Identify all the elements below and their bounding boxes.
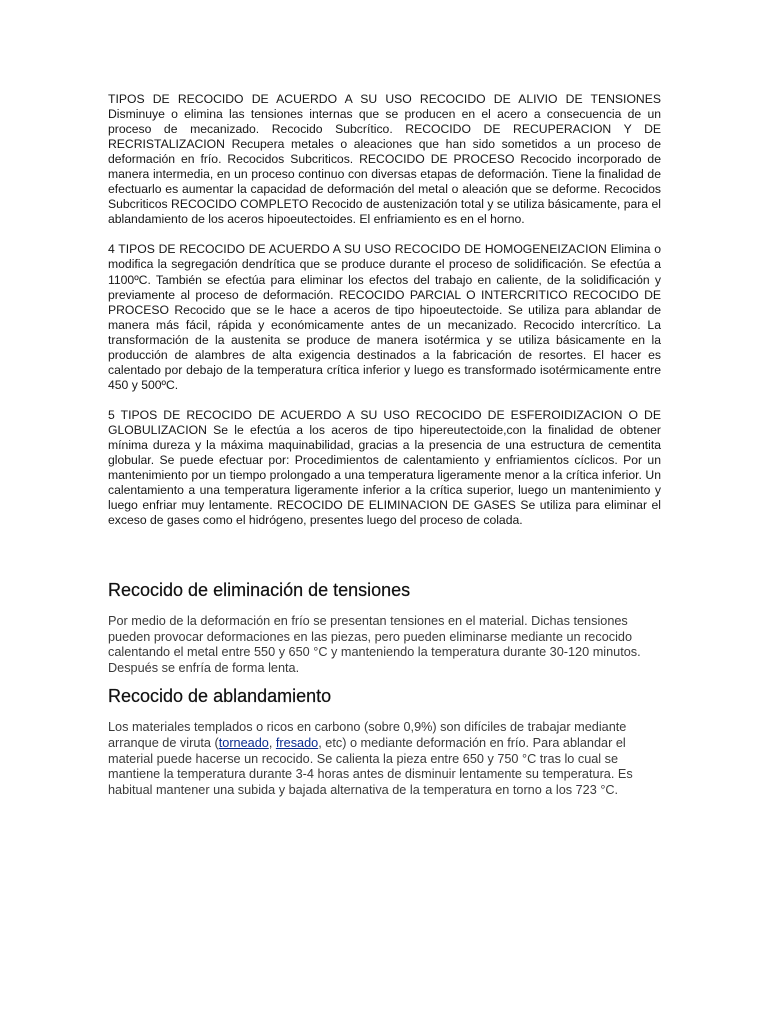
link-fresado[interactable]: fresado	[275, 735, 319, 750]
heading-ablandamiento: Recocido de ablandamiento	[108, 686, 332, 707]
ablandamiento-text-start: Los materiales templados o ricos en carbono (sobre 0,9%) son difíciles de trabajar mediante arranque de viruta (	[108, 720, 627, 750]
link-separator: ,	[268, 735, 276, 750]
paragraph-ablandamiento	[108, 720, 648, 798]
paragraph-tipos-recocido-4: 4 TIPOS DE RECOCIDO DE ACUERDO A SU USO RECOCIDO DE HOMOGENEIZACION Elimina o modifica la segregación dendrítica que se produce durante el proceso de solidificación. Se efectúa a 1100ºC. También se efectúa para eliminar los efectos del trabajo en caliente, de la solidificación y previamente al proceso de deformación. RECOCIDO PARCIAL O INTERCRITICO RECOCIDO DE PROCESO Recocido que se le hace a aceros de tipo hipoeutectoide. Se utiliza para ablandar de manera más fácil, rápida y económicamente antes de un mecanizado. Recocido intercrítico. La transformación de la austenita se produce de manera isotérmica y se utiliza básicamente en la producción de alambres de alta exigencia destinados a la fabricación de resortes. El hacer es calentado por debajo de la temperatura crítica inferior y luego es transformado isotérmicamente entre 450 y 500ºC.	[108, 242, 661, 392]
ablandamiento-text-end: , etc) o mediante deformación en frío. Para ablandar el material puede hacerse un recocido. Se calienta la pieza entre 650 y 750 °C tras lo cual se mantiene la temperatura durante 3-4 horas antes de disminuir lentamente su temperatura. Es habitual mantener una subida y bajada alternativa de la temperatura en torno a los 723 °C.	[108, 735, 633, 797]
heading-eliminacion-tensiones: Recocido de eliminación de tensiones	[108, 580, 411, 600]
wiki-excerpt	[108, 578, 648, 803]
paragraph-tipos-recocido-5: 5 TIPOS DE RECOCIDO DE ACUERDO A SU USO RECOCIDO DE ESFEROIDIZACION O DE GLOBULIZACION Se le efectúa a los aceros de tipo hipereutectoide,con la finalidad de obtener mínima dureza y la máxima maquinabilidad, gracias a la presencia de una estructura de cementita globular. Se puede efectuar por: Procedimientos de calentamiento y enfriamientos cíclicos. Por un mantenimiento por un tiempo prolongado a una temperatura ligeramente menor a la crítica inferior. Un calentamiento a una temperatura ligeramente inferior a la crítica superior, luego un mantenimiento y luego enfriar muy lentamente. RECOCIDO DE ELIMINACION DE GASES Se utiliza para eliminar el exceso de gases como el hidrógeno, presentes luego del proceso de colada.	[108, 407, 661, 528]
link-torneado[interactable]: torneado	[218, 735, 269, 750]
paragraph-eliminacion-tensiones: Por medio de la deformación en frío se presentan tensiones en el material. Dichas tensiones pueden provocar deformaciones en las piezas, pero pueden eliminarse mediante un recocido calentando el metal entre 550 y 650 °C y manteniendo la temperatura durante 30-120 minutos. Después se enfría de forma lenta.	[108, 614, 641, 675]
paragraph-tipos-recocido-1: TIPOS DE RECOCIDO DE ACUERDO A SU USO RECOCIDO DE ALIVIO DE TENSIONES Disminuye o elimina las tensiones internas que se producen en el acero a consecuencia de un proceso de mecanizado. Recocido Subcrítico. RECOCIDO DE RECUPERACION Y DE RECRISTALIZACION Recupera metales o aleaciones que han sido sometidos a un proceso de deformación en frío. Recocidos Subcriticos. RECOCIDO DE PROCESO Recocido incorporado de manera intermedia, en un proceso continuo con diversas etapas de deformación. Tiene la finalidad de efectuarlo es aumentar la capacidad de deformación del metal o aleación que se deforme. Recocidos Subcriticos RECOCIDO COMPLETO Recocido de austenización total y se utiliza básicamente, para el ablandamiento de los aceros hipoeutectoides. El enfriamiento es en el horno.	[108, 92, 661, 227]
document-body	[108, 92, 661, 543]
